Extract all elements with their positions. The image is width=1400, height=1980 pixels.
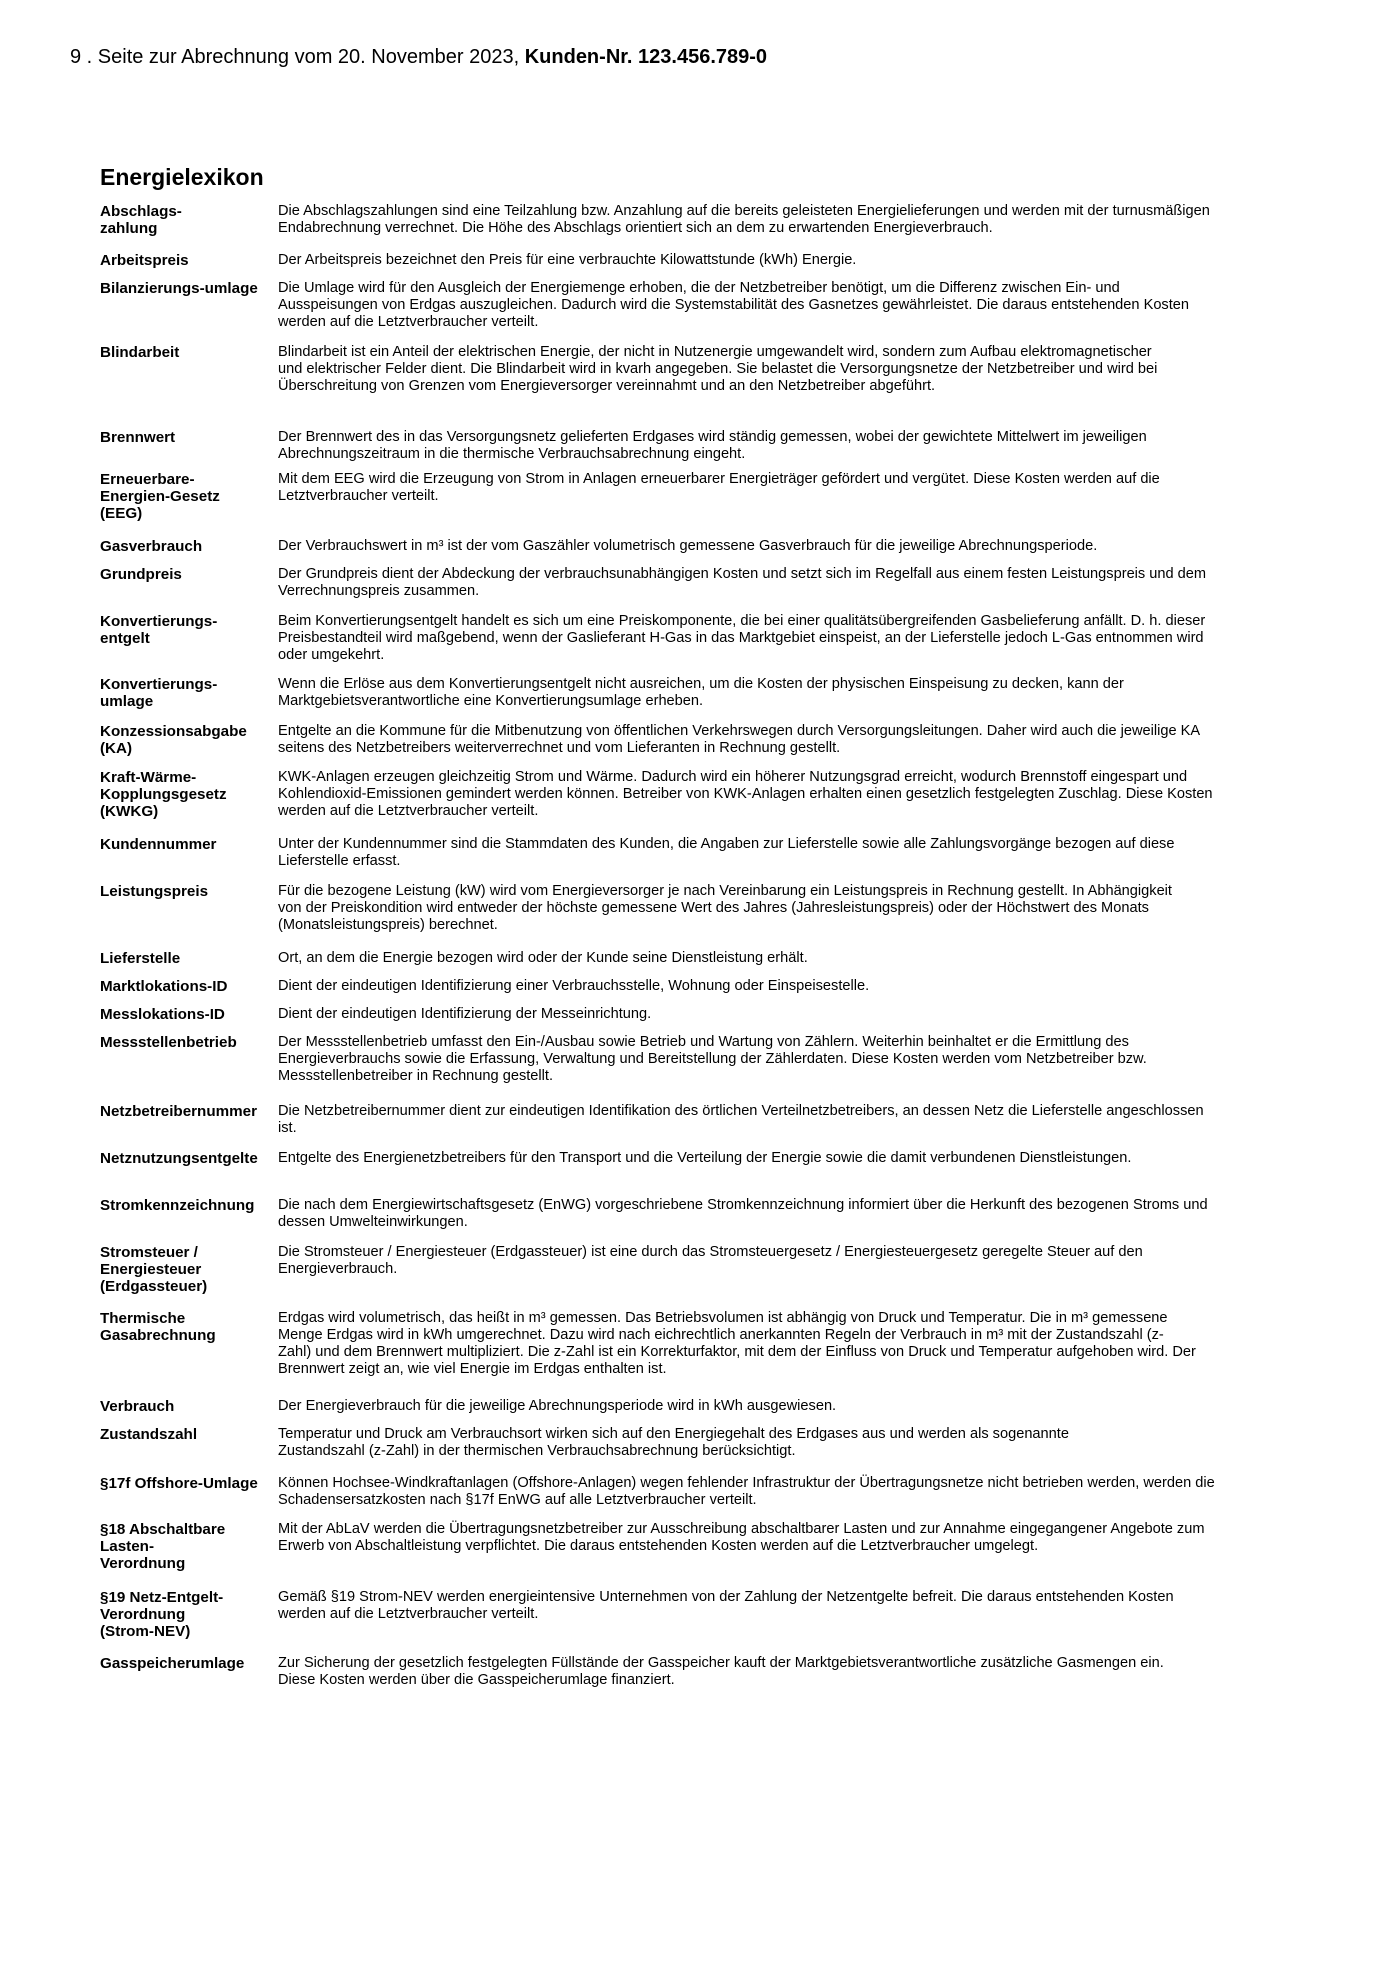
entry-term: Grundpreis (100, 566, 182, 583)
entry-term: Kraft-Wärme- Kopplungsgesetz (KWKG) (100, 769, 227, 820)
entry-definition: Die Netzbetreibernummer dient zur eindeutigen Identifikation des örtlichen Verteilnetzbetreibers, an dessen Netz die Lieferstelle angeschlossen ist. (278, 1103, 1204, 1136)
entry-definition: Gemäß §19 Strom-NEV werden energieintensive Unternehmen von der Zahlung der Netzentgelte befreit. Die daraus entstehenden Kosten werden auf die Letztverbraucher verteilt. (278, 1589, 1174, 1622)
entry-definition: Der Brennwert des in das Versorgungsnetz gelieferten Erdgases wird ständig gemessen, wobei der gewichtete Mittelwert im jeweiligen Abrechnungszeitraum in die thermische Verbrauchsabrechnung eingeht. (278, 429, 1147, 462)
entry-definition: Der Verbrauchswert in m³ ist der vom Gaszähler volumetrisch gemessene Gasverbrauch für die jeweilige Abrechnungsperiode. (278, 538, 1098, 554)
entry-term: §18 Abschaltbare Lasten- Verordnung (100, 1521, 226, 1572)
entry-term: §19 Netz-Entgelt- Verordnung (Strom-NEV) (100, 1589, 224, 1640)
entry-term: Netznutzungsentgelte (100, 1150, 258, 1167)
entry-definition: Für die bezogene Leistung (kW) wird vom Energieversorger je nach Vereinbarung ein Leistungspreis in Rechnung gestellt. In Abhängigkeit von der Preiskondition wird entweder der höchste gemessene Wert des Jahres (Jahresleistungspreis) oder der Höchstwert des Monats (Monatsleistungspreis) berechnet. (278, 883, 1172, 933)
entry-definition: Mit dem EEG wird die Erzeugung von Strom in Anlagen erneuerbarer Energieträger gefördert und vergütet. Diese Kosten werden auf die Letztverbraucher verteilt. (278, 471, 1160, 504)
entry-term: Blindarbeit (100, 344, 180, 361)
entry-definition: Entgelte an die Kommune für die Mitbenutzung von öffentlichen Verkehrswegen durch Versorgungsleitungen. Daher wird auch die jeweilige KA seitens des Netzbetreibers weiterverrechnet und vom Lieferanten in Rechnung gestellt. (278, 723, 1201, 756)
entry-term: Leistungspreis (100, 883, 209, 900)
entry-term: Konzessionsabgabe (KA) (100, 723, 247, 757)
entry-term: Netzbetreibernummer (100, 1103, 257, 1120)
entry-term: Verbrauch (100, 1398, 175, 1415)
entry-definition: Ort, an dem die Energie bezogen wird oder der Kunde seine Dienstleistung erhält. (278, 950, 808, 966)
entry-term: Marktlokations-ID (100, 978, 228, 995)
entry-term: Arbeitspreis (100, 252, 189, 269)
entry-term: Gasverbrauch (100, 538, 203, 555)
entry-definition: Die Abschlagszahlungen sind eine Teilzahlung bzw. Anzahlung auf die bereits geleisteten Energielieferungen und werden mit der turnusmäßigen Endabrechnung verrechnet. Die Höhe des Abschlags orientiert sich an dem zu erwartenden Energieverbrauch. (278, 203, 1210, 236)
entry-term: Stromkennzeichnung (100, 1197, 255, 1214)
entry-term: Lieferstelle (100, 950, 181, 967)
entry-term: §17f Offshore-Umlage (100, 1475, 258, 1492)
entry-term: Bilanzierungs-umlage (100, 280, 258, 297)
customer-number: Kunden-Nr. 123.456.789-0 (524, 46, 768, 68)
entry-definition: KWK-Anlagen erzeugen gleichzeitig Strom und Wärme. Dadurch wird ein höherer Nutzungsgrad erreicht, wodurch Brennstoff eingespart und Kohlendioxid-Emissionen gemindert werden können. Betreiber von KWK-Anlagen erhalten einen gesetzlich festgelegten Zuschlag. Diese Kosten werden auf die Letztverbraucher verteilt. (278, 769, 1213, 819)
entry-term: Erneuerbare- Energien-Gesetz (EEG) (100, 471, 220, 522)
entry-definition: Der Grundpreis dient der Abdeckung der verbrauchsunabhängigen Kosten und setzt sich im Regelfall aus einem festen Leistungspreis und dem Verrechnungspreis zusammen. (278, 566, 1207, 599)
entry-term: Thermische Gasabrechnung (100, 1310, 216, 1344)
entry-term: Konvertierungs- entgelt (100, 613, 218, 647)
entry-term: Stromsteuer / Energiesteuer (Erdgassteuer) (100, 1244, 208, 1295)
entry-term: Brennwert (100, 429, 176, 446)
entry-definition: Die Umlage wird für den Ausgleich der Energiemenge erhoben, die der Netzbetreiber benötigt, um die Differenz zwischen Ein- und Ausspeisungen von Erdgas auszugleichen. Dadurch wird die Systemstabilität des Gasnetzes gewährleistet. Die daraus entstehenden Kosten werden auf die Letztverbraucher verteilt. (278, 280, 1190, 330)
entry-definition: Die nach dem Energiewirtschaftsgesetz (EnWG) vorgeschriebene Stromkennzeichnung informiert über die Herkunft des bezogenen Stroms und dessen Umwelteinwirkungen. (278, 1197, 1208, 1230)
header-prefix: 9 . Seite zur Abrechnung vom 20. November 2023, (70, 46, 520, 68)
entry-term: Gasspeicherumlage (100, 1655, 245, 1672)
entry-definition: Dient der eindeutigen Identifizierung einer Verbrauchsstelle, Wohnung oder Einspeisestelle. (278, 978, 870, 994)
entry-term: Zustandszahl (100, 1426, 198, 1443)
entry-definition: Erdgas wird volumetrisch, das heißt in m³ gemessen. Das Betriebsvolumen ist abhängig von Druck und Temperatur. Die in m³ gemessene Menge Erdgas wird in kWh umgerechnet. Dazu wird nach eichrechtlich anerkannten Regeln der Verbrauch in m³ mit der Zustandszahl (z- Zahl) und dem Brennwert multipliziert. Die z-Zahl ist ein Korrekturfaktor, mit dem der Einfluss von Druck und Temperatur aufgehoben wird. Der Brennwert zeigt an, wie viel Energie im Erdgas enthalten ist. (278, 1310, 1196, 1377)
entry-definition: Blindarbeit ist ein Anteil der elektrischen Energie, der nicht in Nutzenergie umgewandelt wird, sondern zum Aufbau elektromagnetischer und elektrischer Felder dient. Die Blindarbeit wird in kvarh angegeben. Sie belastet die Versorgungsnetze der Netzbetreiber und wird bei Überschreitung von Grenzen vom Energieversorger vereinnahmt und an den Netzbetreiber abgeführt. (278, 344, 1158, 394)
entry-definition: Mit der AbLaV werden die Übertragungsnetzbetreiber zur Ausschreibung abschaltbarer Lasten und zur Annahme eingegangener Angebote zum Erwerb von Abschaltleistung verpflichtet. Die daraus entstehenden Kosten werden auf die Letztverbraucher umgelegt. (278, 1521, 1205, 1554)
entry-term: Konvertierungs- umlage (100, 676, 218, 710)
entry-definition: Der Messstellenbetrieb umfasst den Ein-/Ausbau sowie Betrieb und Wartung von Zählern. Weiterhin beinhaltet er die Ermittlung des Energieverbrauchs sowie die Erfassung, Verwaltung und Bereitstellung der Zählerdaten. Diese Kosten werden vom Netzbetreiber bzw. Messstellenbetreiber in Rechnung gestellt. (278, 1034, 1147, 1084)
entry-definition: Entgelte des Energienetzbetreibers für den Transport und die Verteilung der Energie sowie die damit verbundenen Dienstleistungen. (278, 1150, 1132, 1166)
entry-term: Messlokations-ID (100, 1006, 225, 1023)
entry-definition: Unter der Kundennummer sind die Stammdaten des Kunden, die Angaben zur Lieferstelle sowie alle Zahlungsvorgänge bezogen auf diese Lieferstelle erfasst. (278, 836, 1175, 869)
entry-definition: Der Arbeitspreis bezeichnet den Preis für eine verbrauchte Kilowattstunde (kWh) Energie. (278, 252, 857, 268)
entry-definition: Die Stromsteuer / Energiesteuer (Erdgassteuer) ist eine durch das Stromsteuergesetz / Energiesteuergesetz geregelte Steuer auf den Energieverbrauch. (278, 1244, 1143, 1277)
entry-definition: Wenn die Erlöse aus dem Konvertierungsentgelt nicht ausreichen, um die Kosten der physischen Einspeisung zu decken, kann der Marktgebietsverantwortliche eine Konvertierungsumlage erheben. (278, 676, 1124, 709)
entry-definition: Beim Konvertierungsentgelt handelt es sich um eine Preiskomponente, die bei einer qualitätsübergreifenden Gasbelieferung anfällt. D. h. dieser Preisbestandteil wird maßgebend, wenn der Gaslieferant H-Gas in das Marktgebiet einspeist, an der Lieferstelle jedoch L-Gas entnommen wird oder umgekehrt. (278, 613, 1206, 663)
entry-definition: Der Energieverbrauch für die jeweilige Abrechnungsperiode wird in kWh ausgewiesen. (278, 1398, 837, 1414)
entry-definition: Dient der eindeutigen Identifizierung der Messeinrichtung. (278, 1006, 652, 1022)
entry-term: Kundennummer (100, 836, 217, 853)
entry-definition: Temperatur und Druck am Verbrauchsort wirken sich auf den Energiegehalt des Erdgases aus und werden als sogenannte Zustandszahl (z-Zahl) in der thermischen Verbrauchsabrechnung berücksichtigt. (278, 1426, 1069, 1459)
lexicon-title: Energielexikon (100, 164, 264, 190)
entry-term: Messstellenbetrieb (100, 1034, 237, 1051)
entry-definition: Können Hochsee-Windkraftanlagen (Offshore-Anlagen) wegen fehlender Infrastruktur der Übertragungsnetze nicht betrieben werden, werden die Schadensersatzkosten nach §17f EnWG auf alle Letztverbraucher verteilt. (278, 1475, 1215, 1508)
entry-definition: Zur Sicherung der gesetzlich festgelegten Füllstände der Gasspeicher kauft der Marktgebietsverantwortliche zusätzliche Gasmengen ein. Diese Kosten werden über die Gasspeicherumlage finanziert. (278, 1655, 1164, 1688)
entry-term: Abschlags- zahlung (100, 203, 182, 237)
page-header (70, 44, 767, 70)
